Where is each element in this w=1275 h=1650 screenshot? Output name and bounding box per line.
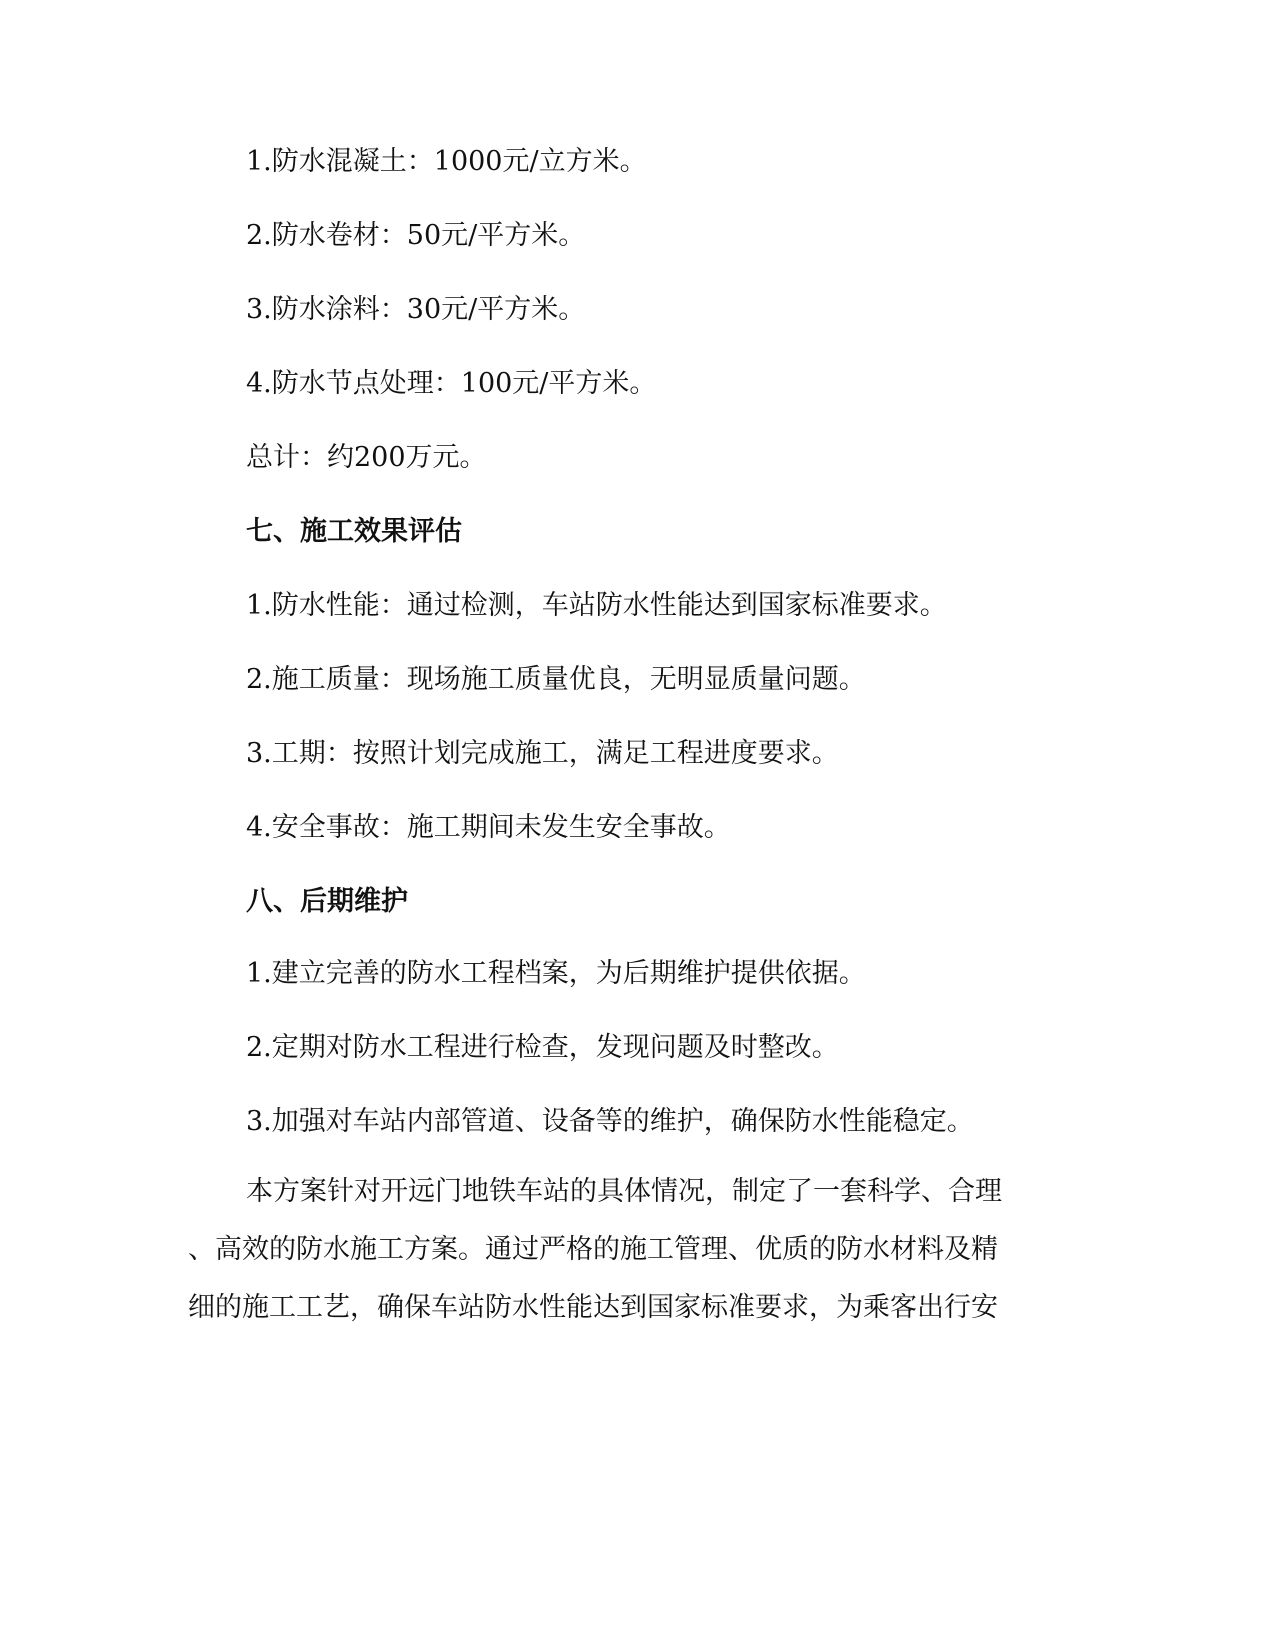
summary-line: 本方案针对开远门地铁车站的具体情况，制定了一套科学、合理 (246, 1176, 1002, 1207)
section-heading-evaluation: 七、施工效果评估 (246, 516, 462, 547)
maintenance-item: 2.定期对防水工程进行检查，发现问题及时整改。 (246, 1032, 839, 1063)
summary-line: 细的施工工艺，确保车站防水性能达到国家标准要求，为乘客出行安 (188, 1292, 998, 1323)
maintenance-item: 3.加强对车站内部管道、设备等的维护，确保防水性能稳定。 (246, 1106, 974, 1137)
evaluation-item: 2.施工质量：现场施工质量优良，无明显质量问题。 (246, 664, 866, 695)
section-heading-maintenance: 八、后期维护 (246, 886, 408, 917)
maintenance-item: 1.建立完善的防水工程档案，为后期维护提供依据。 (246, 958, 866, 989)
cost-item-membrane: 2.防水卷材：50元/平方米。 (246, 220, 586, 251)
evaluation-item: 1.防水性能：通过检测，车站防水性能达到国家标准要求。 (246, 590, 947, 621)
cost-item-concrete: 1.防水混凝土：1000元/立方米。 (246, 146, 647, 177)
cost-item-joints: 4.防水节点处理：100元/平方米。 (246, 368, 657, 399)
evaluation-item: 3.工期：按照计划完成施工，满足工程进度要求。 (246, 738, 839, 769)
evaluation-item: 4.安全事故：施工期间未发生安全事故。 (246, 812, 731, 843)
summary-paragraph (188, 1163, 1068, 1337)
summary-line: 、高效的防水施工方案。通过严格的施工管理、优质的防水材料及精 (188, 1234, 998, 1265)
cost-total: 总计：约200万元。 (246, 442, 487, 473)
cost-item-coating: 3.防水涂料：30元/平方米。 (246, 294, 586, 325)
